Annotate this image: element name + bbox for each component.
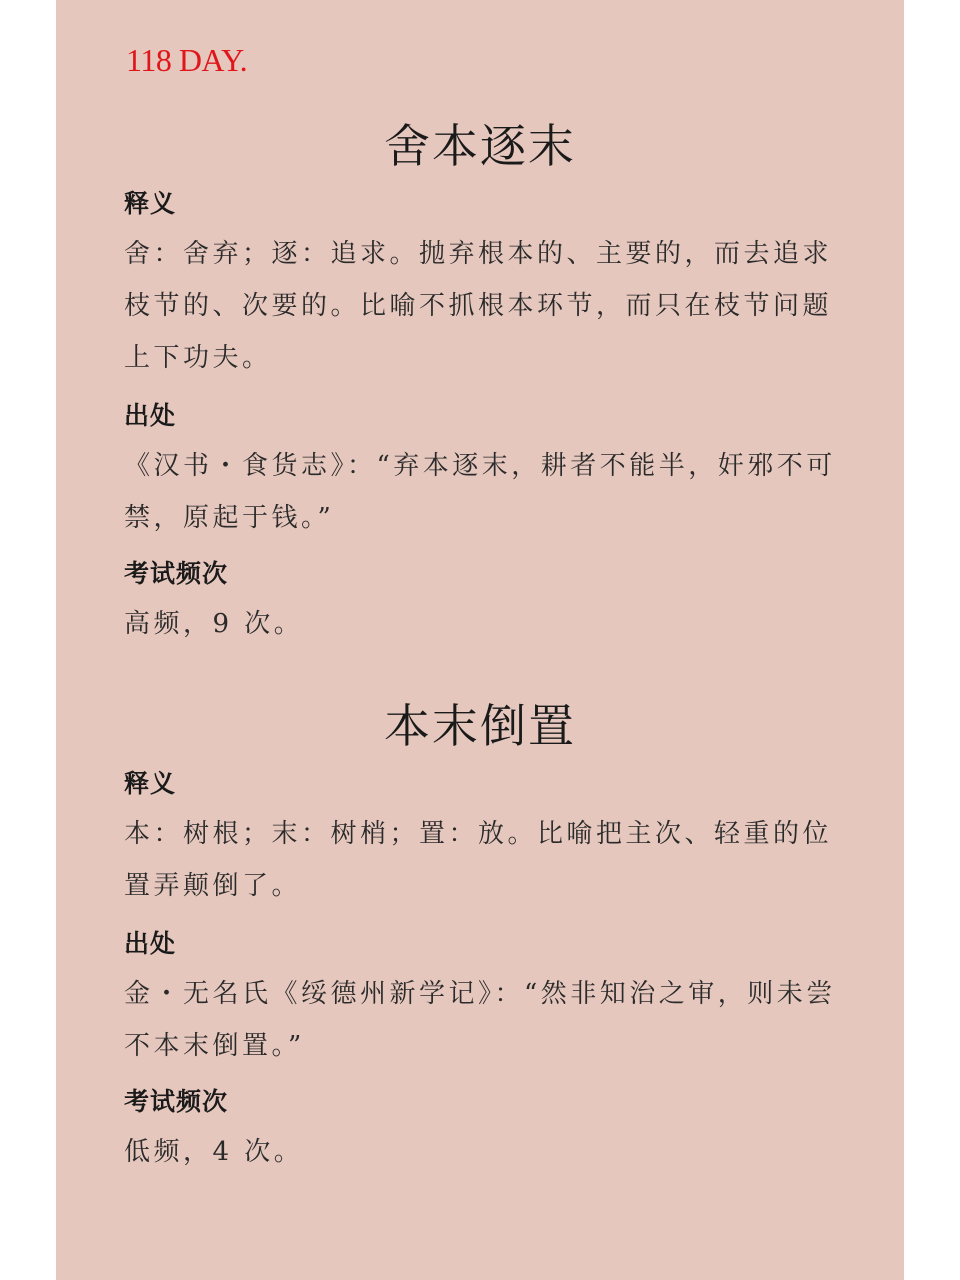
meaning-text: 本：树根；末：树梢；置：放。比喻把主次、轻重的位置弄颠倒了。: [124, 819, 833, 901]
source-heading: 出处: [124, 401, 177, 430]
idiom-card: [56, 0, 904, 1280]
meaning-text: 舍：舍弃；逐：追求。抛弃根本的、主要的，而去追求枝节的、次要的。比喻不抓根本环节，而只在枝节问题上下功夫。: [124, 239, 833, 373]
meaning-heading: 释义: [124, 769, 177, 798]
source-text: 《汉书・食货志》：“弃本逐末，耕者不能半，奸邪不可禁，原起于钱。”: [124, 451, 836, 533]
source-heading: 出处: [124, 929, 177, 958]
source-text: 金・无名氏《绥德州新学记》：“然非知治之审，则未尝不本末倒置。”: [124, 979, 836, 1061]
frequency-text: 低频，4 次。: [124, 1137, 304, 1167]
idiom-title: 舍本逐末: [384, 119, 576, 173]
frequency-heading: 考试频次: [124, 559, 229, 588]
idiom-title: 本末倒置: [384, 699, 576, 753]
frequency-heading: 考试频次: [124, 1087, 229, 1116]
day-label: 118 DAY.: [126, 42, 248, 78]
meaning-heading: 释义: [124, 189, 177, 218]
frequency-text: 高频，9 次。: [124, 609, 304, 639]
